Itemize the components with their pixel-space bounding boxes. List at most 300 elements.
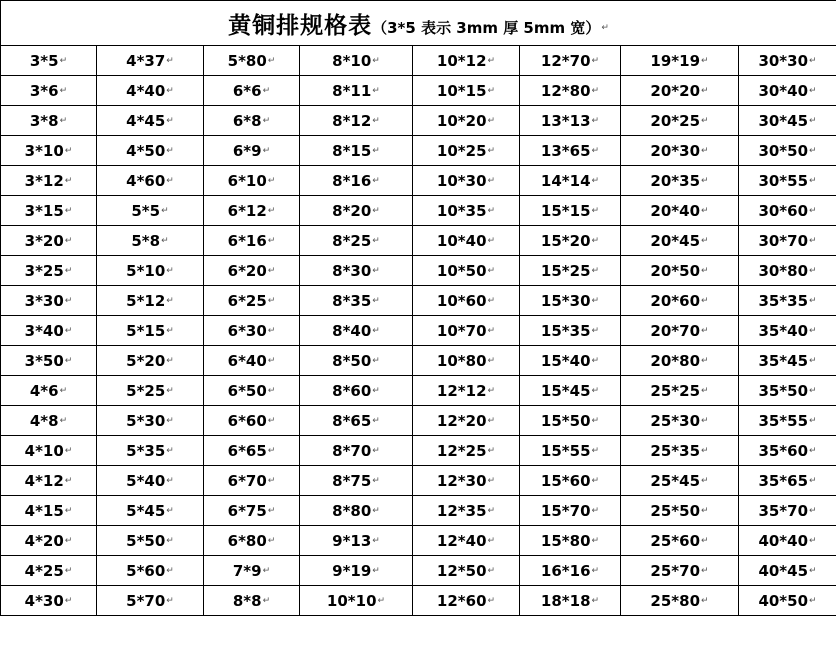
spec-value: 4*40	[126, 81, 166, 100]
paragraph-mark-icon: ↵	[372, 506, 380, 516]
paragraph-mark-icon: ↵	[701, 236, 709, 246]
spec-cell	[204, 76, 300, 106]
spec-cell	[204, 496, 300, 526]
paragraph-mark-icon: ↵	[701, 506, 709, 516]
paragraph-mark-icon: ↵	[372, 176, 380, 186]
spec-value: 7*9	[232, 561, 262, 580]
spec-value: 4*15	[24, 501, 64, 520]
spec-cell	[739, 406, 836, 436]
paragraph-mark-icon: ↵	[166, 596, 174, 606]
spec-value: 15*15	[540, 201, 591, 220]
paragraph-mark-icon: ↵	[487, 476, 496, 486]
spec-cell	[739, 166, 836, 196]
spec-value: 20*30	[650, 141, 701, 160]
spec-value: 4*12	[24, 471, 64, 490]
spec-value: 10*35	[436, 201, 487, 220]
paragraph-mark-icon: ↵	[372, 236, 380, 246]
spec-cell	[300, 106, 413, 136]
spec-value: 8*16	[332, 171, 372, 190]
spec-cell	[97, 106, 204, 136]
spec-value: 8*40	[332, 321, 372, 340]
spec-value: 6*40	[227, 351, 267, 370]
spec-value: 6*65	[227, 441, 267, 460]
spec-value: 6*50	[227, 381, 267, 400]
table-row	[1, 466, 836, 496]
paragraph-mark-icon: ↵	[591, 56, 600, 66]
spec-value: 4*10	[24, 441, 64, 460]
paragraph-mark-icon: ↵	[701, 56, 709, 66]
paragraph-mark-icon: ↵	[591, 206, 600, 216]
spec-cell	[739, 346, 836, 376]
paragraph-mark-icon: ↵	[267, 446, 276, 456]
paragraph-mark-icon: ↵	[166, 56, 174, 66]
paragraph-mark-icon: ↵	[487, 86, 496, 96]
paragraph-mark-icon: ↵	[487, 116, 496, 126]
spec-value: 5*20	[126, 351, 166, 370]
spec-cell	[97, 316, 204, 346]
paragraph-mark-icon: ↵	[487, 416, 496, 426]
spec-value: 25*35	[650, 441, 701, 460]
paragraph-mark-icon: ↵	[601, 23, 609, 33]
table-row	[1, 526, 836, 556]
spec-value: 5*50	[126, 531, 166, 550]
spec-value: 3*20	[24, 231, 64, 250]
paragraph-mark-icon: ↵	[64, 476, 73, 486]
spec-value: 30*80	[758, 261, 809, 280]
spec-cell	[520, 196, 621, 226]
spec-value: 5*70	[126, 591, 166, 610]
spec-cell	[739, 256, 836, 286]
spec-cell	[204, 316, 300, 346]
spec-cell	[204, 256, 300, 286]
spec-cell	[97, 586, 204, 616]
spec-value: 8*10	[332, 51, 372, 70]
spec-cell	[621, 346, 739, 376]
paragraph-mark-icon: ↵	[591, 416, 600, 426]
spec-value: 18*18	[540, 591, 591, 610]
spec-cell	[621, 196, 739, 226]
spec-cell	[413, 166, 520, 196]
paragraph-mark-icon: ↵	[64, 356, 73, 366]
paragraph-mark-icon: ↵	[701, 356, 709, 366]
spec-value: 25*50	[650, 501, 701, 520]
spec-value: 35*45	[758, 351, 809, 370]
spec-cell	[413, 136, 520, 166]
paragraph-mark-icon: ↵	[487, 56, 496, 66]
spec-cell	[204, 226, 300, 256]
spec-value: 12*12	[436, 381, 487, 400]
spec-value: 10*15	[436, 81, 487, 100]
spec-value: 35*55	[758, 411, 809, 430]
paragraph-mark-icon: ↵	[267, 536, 276, 546]
paragraph-mark-icon: ↵	[591, 266, 600, 276]
spec-value: 3*30	[24, 291, 64, 310]
paragraph-mark-icon: ↵	[809, 266, 817, 276]
paragraph-mark-icon: ↵	[701, 386, 709, 396]
spec-cell	[739, 496, 836, 526]
paragraph-mark-icon: ↵	[166, 566, 174, 576]
spec-cell	[1, 196, 97, 226]
spec-value: 10*60	[436, 291, 487, 310]
spec-value: 15*20	[540, 231, 591, 250]
spec-value: 15*50	[540, 411, 591, 430]
spec-cell	[1, 436, 97, 466]
paragraph-mark-icon: ↵	[487, 446, 496, 456]
spec-cell	[520, 346, 621, 376]
spec-cell	[621, 286, 739, 316]
spec-value: 25*25	[650, 381, 701, 400]
spec-cell	[1, 526, 97, 556]
spec-cell	[204, 46, 300, 76]
spec-cell	[300, 436, 413, 466]
spec-cell	[739, 286, 836, 316]
spec-value: 6*20	[227, 261, 267, 280]
spec-value: 35*50	[758, 381, 809, 400]
spec-value: 12*20	[436, 411, 487, 430]
spec-cell	[1, 316, 97, 346]
table-row	[1, 496, 836, 526]
spec-cell	[520, 226, 621, 256]
spec-value: 30*45	[758, 111, 809, 130]
spec-value: 35*60	[758, 441, 809, 460]
spec-value: 10*80	[436, 351, 487, 370]
spec-value: 15*80	[540, 531, 591, 550]
spec-value: 40*45	[758, 561, 809, 580]
paragraph-mark-icon: ↵	[166, 176, 174, 186]
paragraph-mark-icon: ↵	[267, 416, 276, 426]
spec-cell	[300, 226, 413, 256]
spec-cell	[621, 46, 739, 76]
spec-cell	[204, 376, 300, 406]
spec-cell	[1, 586, 97, 616]
spec-cell	[413, 286, 520, 316]
spec-value: 10*20	[436, 111, 487, 130]
spec-cell	[300, 136, 413, 166]
paragraph-mark-icon: ↵	[59, 56, 68, 66]
spec-cell	[1, 46, 97, 76]
spec-value: 20*20	[650, 81, 701, 100]
spec-cell	[621, 556, 739, 586]
table-row	[1, 46, 836, 76]
spec-cell	[520, 556, 621, 586]
spec-cell	[520, 286, 621, 316]
spec-cell	[1, 556, 97, 586]
spec-value: 6*16	[227, 231, 267, 250]
paragraph-mark-icon: ↵	[267, 206, 276, 216]
paragraph-mark-icon: ↵	[701, 566, 709, 576]
spec-value: 3*25	[24, 261, 64, 280]
paragraph-mark-icon: ↵	[809, 596, 817, 606]
spec-cell	[413, 586, 520, 616]
spec-cell	[621, 586, 739, 616]
spec-value: 8*65	[332, 411, 372, 430]
paragraph-mark-icon: ↵	[487, 146, 496, 156]
spec-value: 8*25	[332, 231, 372, 250]
spec-value: 9*19	[332, 561, 372, 580]
spec-cell	[413, 436, 520, 466]
spec-cell	[520, 466, 621, 496]
spec-value: 12*80	[540, 81, 591, 100]
paragraph-mark-icon: ↵	[809, 536, 817, 546]
paragraph-mark-icon: ↵	[809, 446, 817, 456]
spec-cell	[204, 526, 300, 556]
spec-cell	[621, 466, 739, 496]
spec-cell	[204, 406, 300, 436]
paragraph-mark-icon: ↵	[64, 536, 73, 546]
spec-cell	[621, 166, 739, 196]
paragraph-mark-icon: ↵	[487, 386, 496, 396]
paragraph-mark-icon: ↵	[591, 446, 600, 456]
spec-value: 25*30	[650, 411, 701, 430]
spec-value: 10*12	[436, 51, 487, 70]
spec-value: 4*6	[29, 381, 59, 400]
spec-value: 8*15	[332, 141, 372, 160]
spec-value: 4*37	[126, 51, 166, 70]
spec-value: 6*10	[227, 171, 267, 190]
paragraph-mark-icon: ↵	[372, 206, 380, 216]
spec-cell	[413, 316, 520, 346]
spec-cell	[97, 376, 204, 406]
spec-cell	[1, 166, 97, 196]
paragraph-mark-icon: ↵	[59, 386, 68, 396]
paragraph-mark-icon: ↵	[166, 506, 174, 516]
spec-cell	[204, 286, 300, 316]
paragraph-mark-icon: ↵	[591, 596, 600, 606]
spec-cell	[520, 46, 621, 76]
paragraph-mark-icon: ↵	[267, 296, 276, 306]
table-row	[1, 166, 836, 196]
spec-value: 6*60	[227, 411, 267, 430]
spec-cell	[300, 496, 413, 526]
paragraph-mark-icon: ↵	[591, 476, 600, 486]
spec-cell	[413, 556, 520, 586]
paragraph-mark-icon: ↵	[166, 446, 174, 456]
spec-cell	[739, 196, 836, 226]
spec-value: 16*16	[540, 561, 591, 580]
spec-value: 12*35	[436, 501, 487, 520]
spec-value: 5*25	[126, 381, 166, 400]
spec-value: 13*13	[540, 111, 591, 130]
spec-value: 3*8	[29, 111, 59, 130]
paragraph-mark-icon: ↵	[166, 536, 174, 546]
spec-cell	[739, 76, 836, 106]
spec-value: 15*25	[540, 261, 591, 280]
spec-value: 10*30	[436, 171, 487, 190]
spec-value: 30*55	[758, 171, 809, 190]
spec-value: 25*45	[650, 471, 701, 490]
spec-cell	[413, 46, 520, 76]
paragraph-mark-icon: ↵	[809, 506, 817, 516]
paragraph-mark-icon: ↵	[701, 296, 709, 306]
spec-cell	[1, 106, 97, 136]
paragraph-mark-icon: ↵	[372, 326, 380, 336]
paragraph-mark-icon: ↵	[701, 176, 709, 186]
spec-cell	[520, 376, 621, 406]
spec-cell	[1, 496, 97, 526]
spec-value: 4*30	[24, 591, 64, 610]
spec-value: 30*50	[758, 141, 809, 160]
spec-value: 12*60	[436, 591, 487, 610]
spec-value: 35*65	[758, 471, 809, 490]
spec-cell	[97, 286, 204, 316]
spec-cell	[300, 316, 413, 346]
spec-cell	[97, 466, 204, 496]
table-row	[1, 316, 836, 346]
spec-value: 5*40	[126, 471, 166, 490]
spec-cell	[520, 106, 621, 136]
spec-value: 20*45	[650, 231, 701, 250]
spec-value: 20*60	[650, 291, 701, 310]
spec-value: 4*45	[126, 111, 166, 130]
paragraph-mark-icon: ↵	[64, 146, 73, 156]
spec-value: 3*15	[24, 201, 64, 220]
spec-value: 25*60	[650, 531, 701, 550]
paragraph-mark-icon: ↵	[59, 116, 68, 126]
spec-value: 35*35	[758, 291, 809, 310]
paragraph-mark-icon: ↵	[809, 56, 817, 66]
spec-value: 5*15	[126, 321, 166, 340]
paragraph-mark-icon: ↵	[487, 326, 496, 336]
spec-cell	[621, 136, 739, 166]
spec-cell	[204, 106, 300, 136]
paragraph-mark-icon: ↵	[487, 566, 496, 576]
spec-cell	[739, 466, 836, 496]
spec-value: 15*70	[540, 501, 591, 520]
spec-cell	[621, 406, 739, 436]
paragraph-mark-icon: ↵	[64, 296, 73, 306]
spec-cell	[621, 76, 739, 106]
spec-cell	[300, 286, 413, 316]
spec-cell	[520, 166, 621, 196]
spec-cell	[413, 76, 520, 106]
paragraph-mark-icon: ↵	[166, 326, 174, 336]
spec-value: 13*65	[540, 141, 591, 160]
paragraph-mark-icon: ↵	[166, 296, 174, 306]
paragraph-mark-icon: ↵	[166, 266, 174, 276]
spec-cell	[739, 106, 836, 136]
spec-cell	[97, 496, 204, 526]
spec-value: 35*40	[758, 321, 809, 340]
paragraph-mark-icon: ↵	[64, 596, 73, 606]
paragraph-mark-icon: ↵	[591, 86, 600, 96]
paragraph-mark-icon: ↵	[591, 236, 600, 246]
spec-value: 6*6	[232, 81, 262, 100]
spec-value: 3*50	[24, 351, 64, 370]
table-row	[1, 586, 836, 616]
paragraph-mark-icon: ↵	[262, 566, 271, 576]
spec-value: 6*30	[227, 321, 267, 340]
spec-value: 6*25	[227, 291, 267, 310]
spec-value: 20*50	[650, 261, 701, 280]
spec-cell	[520, 316, 621, 346]
paragraph-mark-icon: ↵	[487, 596, 496, 606]
spec-cell	[739, 376, 836, 406]
paragraph-mark-icon: ↵	[809, 566, 817, 576]
spec-cell	[1, 76, 97, 106]
spec-value: 9*13	[332, 531, 372, 550]
paragraph-mark-icon: ↵	[267, 266, 276, 276]
paragraph-mark-icon: ↵	[372, 536, 380, 546]
spec-cell	[97, 526, 204, 556]
spec-cell	[204, 436, 300, 466]
spec-value: 8*30	[332, 261, 372, 280]
spec-cell	[621, 256, 739, 286]
spec-cell	[413, 346, 520, 376]
paragraph-mark-icon: ↵	[809, 326, 817, 336]
paragraph-mark-icon: ↵	[262, 116, 271, 126]
spec-cell	[300, 406, 413, 436]
paragraph-mark-icon: ↵	[267, 506, 276, 516]
paragraph-mark-icon: ↵	[701, 536, 709, 546]
paragraph-mark-icon: ↵	[701, 446, 709, 456]
spec-cell	[97, 556, 204, 586]
spec-cell	[1, 406, 97, 436]
spec-value: 5*80	[227, 51, 267, 70]
spec-cell	[204, 196, 300, 226]
spec-cell	[413, 406, 520, 436]
paragraph-mark-icon: ↵	[701, 416, 709, 426]
spec-value: 30*30	[758, 51, 809, 70]
paragraph-mark-icon: ↵	[372, 446, 380, 456]
spec-value: 10*50	[436, 261, 487, 280]
paragraph-mark-icon: ↵	[487, 176, 496, 186]
paragraph-mark-icon: ↵	[166, 146, 174, 156]
spec-cell	[621, 106, 739, 136]
paragraph-mark-icon: ↵	[166, 386, 174, 396]
paragraph-mark-icon: ↵	[372, 266, 380, 276]
paragraph-mark-icon: ↵	[591, 176, 600, 186]
table-row	[1, 136, 836, 166]
spec-value: 10*40	[436, 231, 487, 250]
spec-value: 10*25	[436, 141, 487, 160]
paragraph-mark-icon: ↵	[267, 386, 276, 396]
page-title: 黄铜排规格表	[228, 11, 373, 39]
paragraph-mark-icon: ↵	[262, 86, 271, 96]
paragraph-mark-icon: ↵	[267, 476, 276, 486]
spec-cell	[520, 406, 621, 436]
paragraph-mark-icon: ↵	[262, 146, 271, 156]
spec-cell	[520, 76, 621, 106]
spec-value: 15*55	[540, 441, 591, 460]
spec-value: 3*10	[24, 141, 64, 160]
spec-cell	[300, 166, 413, 196]
title-row	[1, 1, 836, 46]
spec-value: 6*8	[232, 111, 262, 130]
spec-cell	[204, 556, 300, 586]
spec-value: 8*60	[332, 381, 372, 400]
spec-cell	[204, 466, 300, 496]
spec-value: 30*70	[758, 231, 809, 250]
title-note: （3*5 表示 3mm 厚 5mm 宽）	[372, 18, 601, 37]
spec-cell	[1, 466, 97, 496]
paragraph-mark-icon: ↵	[166, 86, 174, 96]
spec-value: 8*50	[332, 351, 372, 370]
table-row	[1, 406, 836, 436]
spec-cell	[739, 436, 836, 466]
spec-value: 5*45	[126, 501, 166, 520]
spec-value: 3*40	[24, 321, 64, 340]
paragraph-mark-icon: ↵	[701, 206, 709, 216]
spec-value: 8*35	[332, 291, 372, 310]
spec-cell	[621, 376, 739, 406]
spec-value: 20*80	[650, 351, 701, 370]
spec-value: 4*8	[29, 411, 59, 430]
spec-value: 3*5	[29, 51, 59, 70]
paragraph-mark-icon: ↵	[591, 386, 600, 396]
spec-value: 15*35	[540, 321, 591, 340]
spec-cell	[520, 436, 621, 466]
paragraph-mark-icon: ↵	[809, 356, 817, 366]
